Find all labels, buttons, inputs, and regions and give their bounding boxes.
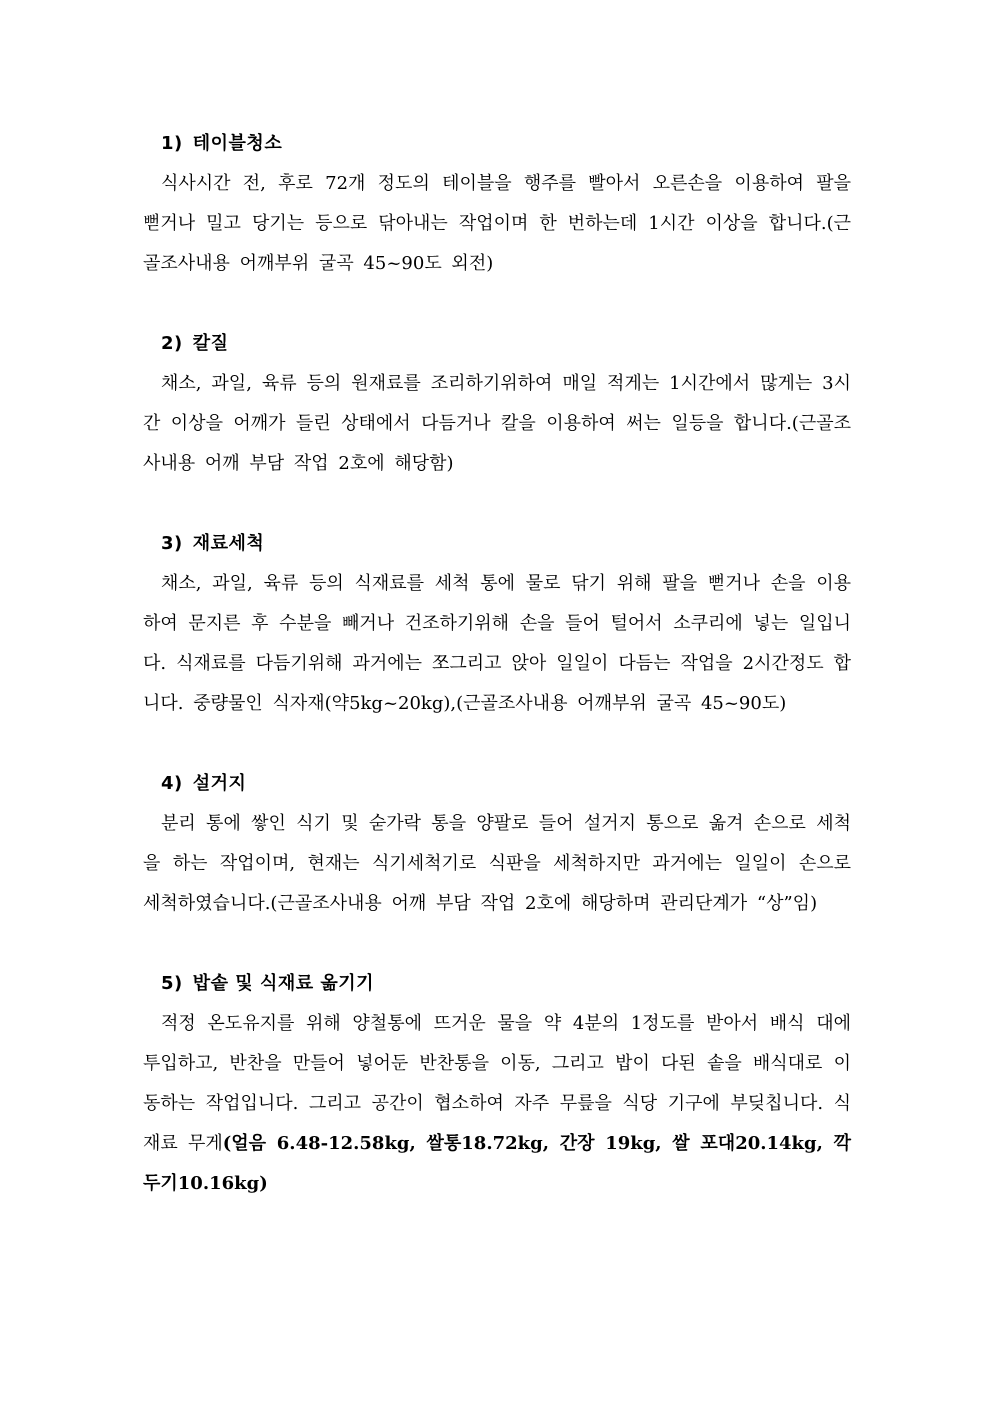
- section-title: 밥솥 및 식재료 옮기기: [192, 973, 375, 994]
- section-number: 3): [161, 533, 183, 554]
- section-title: 칼질: [192, 333, 229, 354]
- section-title: 테이블청소: [192, 133, 283, 154]
- section-body: 채소, 과일, 육류 등의 식재료를 세척 통에 물로 닦기 위해 팔을 뻗거나 손을 이용하여 문지른 후 수분을 빼거나 건조하기위해 손을 들어 털어서 소쿠리에 넣는 일입니다. 식재료를 다듬기위해 과거에는 쪼그리고 앉아 일일이 다듬는 작업을 2시간정도 합니다. 중량물인 식자재(약5kg~20kg),(근골조사내용 어깨부위 굴곡 45~90도): [143, 573, 851, 714]
- section-body: 식사시간 전, 후로 72개 정도의 테이블을 행주를 빨아서 오른손을 이용하여 팔을 뻗거나 밀고 당기는 등으로 닦아내는 작업이며 한 번하는데 1시간 이상을 합니다.(근골조사내용 어깨부위 굴곡 45~90도 외전): [143, 173, 851, 274]
- section-number: 1): [161, 133, 183, 154]
- section-moving-pots-ingredients: [143, 964, 851, 1204]
- section-knife-work: [143, 324, 851, 484]
- section-heading: [143, 524, 851, 564]
- section-heading: [143, 324, 851, 364]
- section-ingredient-washing: [143, 524, 851, 724]
- section-body: 분리 통에 쌓인 식기 및 숟가락 통을 양팔로 들어 설거지 통으로 옮겨 손으로 세척을 하는 작업이며, 현재는 식기세척기로 식판을 세척하지만 과거에는 일일이 손으로 세척하였습니다.(근골조사내용 어깨 부담 작업 2호에 해당하며 관리단계가 “상”임): [143, 813, 851, 914]
- section-table-cleaning: [143, 124, 851, 284]
- section-number: 5): [161, 973, 183, 994]
- ingredient-weights: (얼음 6.48-12.58kg, 쌀통18.72kg, 간장 19kg, 쌀 포대20.14kg, 깍두기10.16kg): [143, 1133, 852, 1194]
- section-heading: [143, 124, 851, 164]
- section-body-text: 적정 온도유지를 위해 양철통에 뜨거운 물을 약 4분의 1정도를 받아서 배식 대에 투입하고, 반찬을 만들어 넣어둔 반찬통을 이동, 그리고 밥이 다된 솥을 배식대로 이동하는 작업입니다. 그리고 공간이 협소하여 자주 무릎을 식당 기구에 부딪칩니다. 식재료 무게: [143, 1013, 851, 1154]
- section-heading: [143, 964, 851, 1004]
- section-body: [143, 1004, 851, 1204]
- section-number: 2): [161, 333, 183, 354]
- document-page: [143, 124, 851, 1244]
- section-number: 4): [161, 773, 183, 794]
- section-title: 재료세척: [192, 533, 265, 554]
- section-dishwashing: [143, 764, 851, 924]
- section-heading: [143, 764, 851, 804]
- section-title: 설거지: [192, 773, 247, 794]
- section-body: 채소, 과일, 육류 등의 원재료를 조리하기위하여 매일 적게는 1시간에서 많게는 3시간 이상을 어깨가 들린 상태에서 다듬거나 칼을 이용하여 써는 일등을 합니다.(근골조사내용 어깨 부담 작업 2호에 해당함): [143, 373, 851, 474]
